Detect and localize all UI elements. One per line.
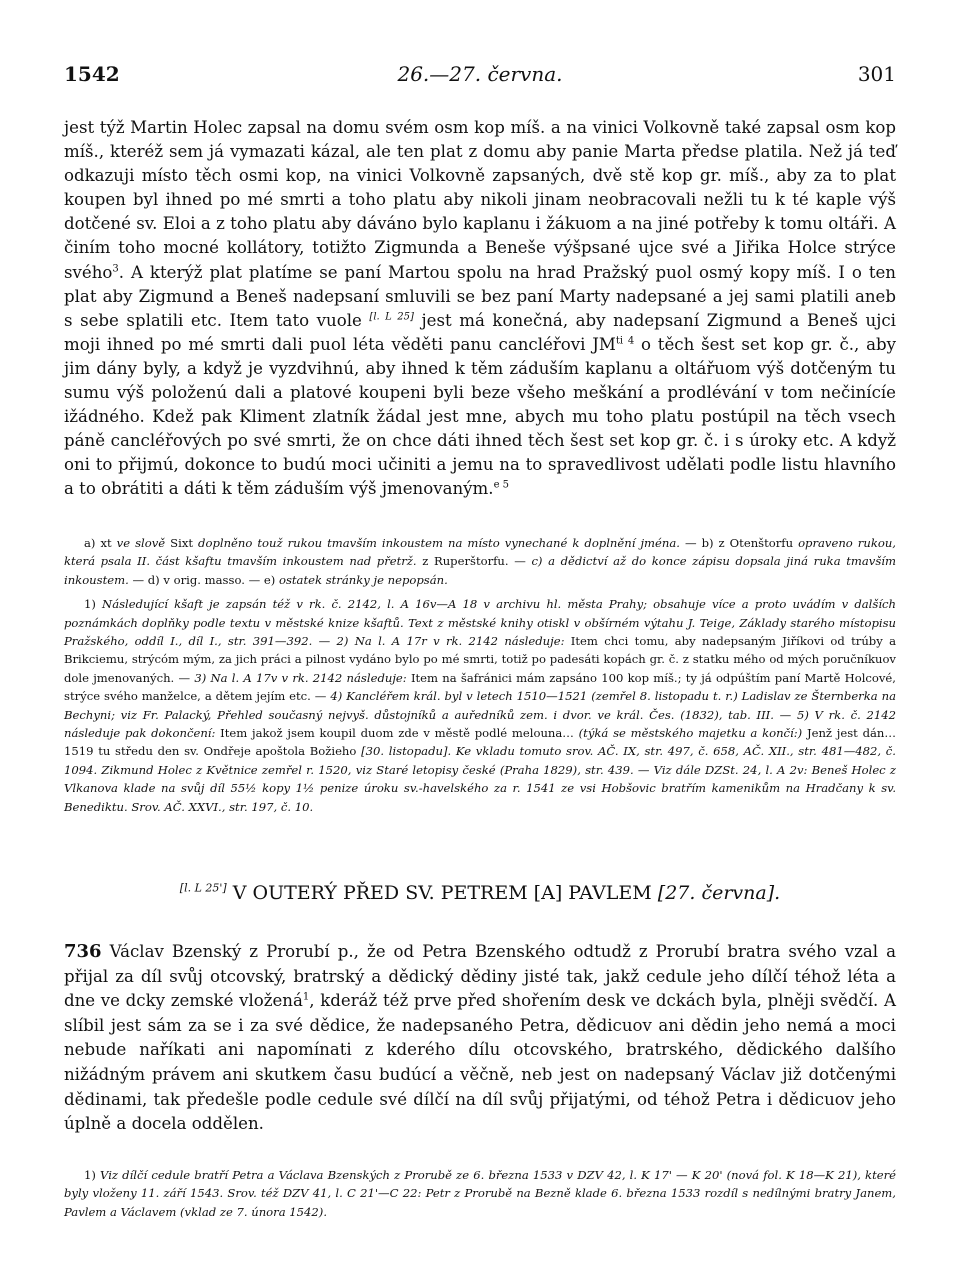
margin-reference: [l. L 25']	[179, 881, 227, 895]
note-text: Item chci tomu, aby nadepsaným Jiříkovi od trúby a Brikciemu, strýcóm mým, za jich práci a pilnost vydáno bylo po mé smrti, totiž po padesáti kopách gr. č. z statku mého od mých poručníkuov dole jmenovaných. —	[64, 634, 896, 685]
note-text: [30. listopadu]. Ke vkladu tomuto srov. AČ. IX, str. 497, č. 658, AČ. XII., str. 481—482, č. 1094. Zikmund Holec z Květnice zemřel r. 1520, viz Staré letopisy české (Praha 1829), str. 439. — Viz dále DZSt. 24, l. A 2v: Beneš Holec z Vlkanova klade na svůj díl 55½ kopy 1½ penize úroku sv.-havelského za r. 1541 ze vsi Hobšovic bratřím kamenikům na Hradčany k sv. Benediktu. Srov. AČ. XXVI., str. 197, č. 10.	[64, 744, 896, 814]
note-text: Viz dílčí cedule bratří Petra a Václava Bzenských z Prorubě ze 6. března 1533 v DZV 42, l. K 17' — K 20' (nová fol. K 18—K 21), které byly vloženy 11. září 1543. Srov. též DZV 41, l. C 21'—C 22: Petr z Prorubě na Bezně klade 6. března 1533 rozdíl s nedílnými bratry Janem, Pavlem a Václavem (vklad ze 7. února 1542).	[64, 1168, 897, 1219]
note-text: 1)	[84, 597, 103, 612]
note-text: b) z Otenštorfu	[696, 536, 799, 550]
note-text: 1)	[84, 1168, 101, 1182]
note-text: (týká se městského majetku a končí:)	[578, 726, 803, 741]
footnote-ref: 3	[112, 263, 119, 275]
note-text: z Ruperštorfu. —	[416, 554, 532, 569]
explanatory-note	[64, 1166, 896, 1221]
main-text-part: . A kterýž plat platíme se paní Martou spolu na hrad Pražský puol osmý kopy míš. I o ten plat aby Zigmund a Beneš nadepsaní smluvili se bez paní Marty nadepsané a jej sami platili aneb s sebe splatili etc. Item tato vuole	[64, 262, 896, 330]
note-text: c) a dědictví až do konce zápisu dopsala jiná ruka tmavším inkoustem. —	[64, 554, 897, 587]
note-text: masso. — e)	[204, 572, 279, 587]
entry-number: 736	[64, 941, 102, 962]
header-date: 26.—27. června.	[397, 62, 563, 86]
note-text: 3) Na l. A 17v v rk. 2142 následuje:	[194, 670, 407, 685]
entry-text: Václav Bzenský z Prorubí p., že od Petra Bzenského odtudž z Prorubí bratra svého vzal a přijal za díl svůj otcovský, bratrský a dědický dědiny jisté tak, jakž cedule jeho dílčí téhož léta a dne ve dcky zemské vložená	[64, 942, 896, 1011]
section-heading	[64, 876, 896, 910]
main-text-part: o těch šest set kop gr. č., aby jim dány byly, a když je vyzdvihnú, aby ihned k těm záduším kaplanu a oltářuom výš dotčeným tu sumu výš položenú dali a platové koupeni byli beze všeho meškání a prodlévání v tom nečinícíe ižádného. Kdež pak Kliment zlatník žádal jest mne, abych mu toho platu postúpil na těch vsech páně cancléřových po své smrti, že on chce dáti ihned těch šest set kop gr. č. i s úroky etc. A když oni to přijmú, dokonce to budú moci učiniti a jemu na to spravedlivost udělati podle listu hlavního a to obrátiti a dáti k těm záduším výš jmenovaným.	[64, 334, 896, 499]
note-text: Následující kšaft je zapsán též v rk. č. 2142, l. A 16v—A 18 v archivu hl. města Prahy; obsahuje více a proto uvádím v dalších poznámkách doplňky podle textu v městské knize kšaftů. Text z městské knihy otiskl v obšírném výtahu J. Teige, Základy starého místopisu Pražského, oddíl I., díl I., str. 391—392. — 2) Na l. A 17r v rk. 2142 následuje:	[64, 597, 896, 649]
note-text: ostatek stránky je nepopsán.	[278, 572, 448, 587]
entry-paragraph	[64, 940, 896, 1137]
section-date: [27. června].	[657, 882, 781, 904]
note-text: doplněno touž rukou tmavším inkoustem na místo vynechané k doplnění jména. —	[198, 536, 697, 550]
explanatory-note	[64, 595, 896, 816]
footnote-ref: e 5	[493, 479, 510, 491]
section-title: V OUTERÝ PŘED SV. PETREM [A] PAVLEM	[232, 882, 652, 904]
margin-reference: [l. L 25]	[369, 311, 414, 323]
textual-note	[64, 534, 896, 589]
note-text: Item jakož jsem koupil duom zde v městě podlé melouna…	[215, 726, 579, 741]
note-text: opraveno rukou, která psala II. část kšaftu tmavším inkoustem nad přetrž.	[64, 536, 896, 569]
note-text: d) v orig.	[144, 572, 205, 587]
main-text-part: jest týž Martin Holec zapsal na domu svém osm kop míš. a na vinici Volkovně také zapsal osm kop míš., kteréž sem já vymazati kázal, ale ten plat z domu aby panie Marta předse platila. Než já teď odkazuji místo těch osmi kop, na vinici Volkovně zapsaných, dvě stě kop gr. míš., aby za to plat koupen byl ihned po mé smrti a toho platu aby nikoli jinam neobracovali nežli tu k té kaple výš dotčené sv. Eloi a z toho platu aby dáváno bylo kaplanu i žákuom a na jiné potřeby k tomu oltáři. A činím toho mocné kollátory, totižto Zigmunda a Beneše výšpsané ujce své a Jiřika Holce strýce svého	[64, 118, 896, 282]
note-text: Jenž jest dán… 1519 tu středu den sv. Ondřeje apoštola Božieho	[64, 726, 896, 759]
entry-footnote	[64, 1166, 896, 1221]
note-text: 4) Kancléřem král. byl v letech 1510—1521 (zemřel 8. listopadu t. r.) Ladislav ze Šternberka na Bechyni; viz Fr. Palacký, Přehled současný nejvyš. důstojníků a auředníků zem. i dvor. ve král. Čes. (1832), tab. III. — 5) V rk. č. 2142 následuje pak dokončení:	[64, 689, 896, 741]
main-text-paragraph	[64, 116, 896, 502]
page-number: 301	[857, 62, 896, 86]
note-text: Sixt	[165, 536, 199, 550]
main-text-part: jest má konečná, aby nadepsaní Zigmund a Beneš ujci moji ihned po mé smrti dali puol léta věděti panu cancléřovi JM	[64, 310, 896, 354]
note-text: Item na šafránici mám zapsáno 100 kop míš.; ty já odpúštím paní Martě Holcové, strýce svého manželce, a dětem jejím etc. —	[64, 670, 896, 704]
entry-text: , kderáž též prve před shořením desk ve dckách byla, plněji svědčí. A slíbil jest sám za se i za své dědice, že nadepsaného Petra, dědicuov ani dědin jeho nemá a moci nebude naříkati ani napomínati z kderého dílu otcovského, bratrského, dědického dalšího nižádným právem ani skutkem času budúcí a věčně, neb jest on nadepsaný Václav již dotčenými dědinami, tak předešle podle cedule své dílčí na díl svůj přijatými, od téhož Petra i dědicuov jeho úplně a docela oddělen.	[64, 991, 896, 1134]
note-text: ve slově	[116, 536, 166, 550]
header-year: 1542	[64, 62, 120, 86]
footnote-ref: ti 4	[615, 335, 635, 347]
page-header	[64, 62, 896, 92]
note-text: a) xt	[84, 536, 117, 550]
footnote-ref: 1	[302, 991, 310, 1003]
footnotes-block	[64, 534, 896, 816]
